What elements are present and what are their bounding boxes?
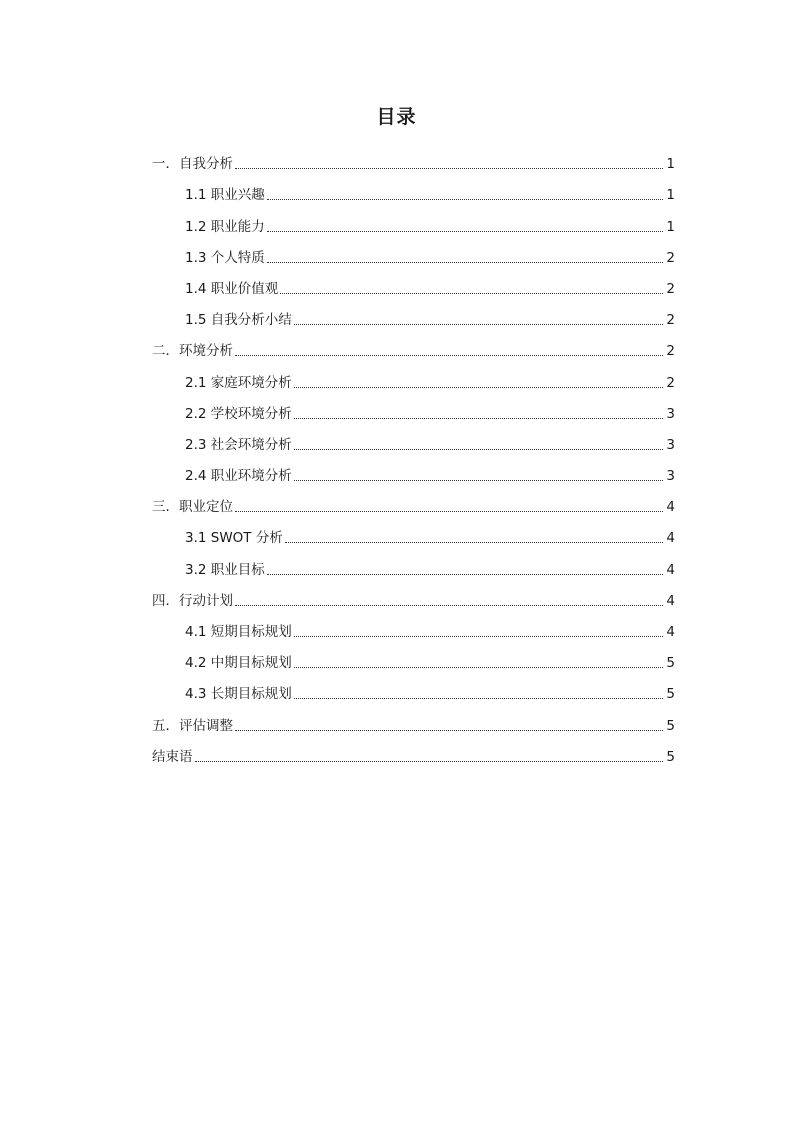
- toc-entry-text: 2.3 社会环境分析: [185, 436, 292, 453]
- toc-dot-leader: [267, 574, 664, 575]
- toc-entry-page-number: 5: [666, 686, 675, 703]
- toc-entry-text: 四．行动计划: [152, 592, 233, 609]
- toc-entry-page-number: 2: [666, 374, 675, 391]
- toc-title: 目录: [376, 106, 417, 128]
- toc-entry-text: 一．自我分析: [152, 156, 233, 173]
- toc-dot-leader: [280, 293, 663, 294]
- toc-entry-page-number: 4: [666, 624, 675, 640]
- toc-entry-page-number: 2: [666, 312, 675, 329]
- toc-entry-text: 1.2 职业能力: [185, 218, 265, 235]
- toc-entry-text: 4.3 长期目标规划: [185, 686, 292, 703]
- toc-entry[interactable]: [152, 455, 675, 486]
- toc-dot-leader: [235, 730, 663, 731]
- toc-entry-text: 1.4 职业价值观: [185, 280, 279, 297]
- toc-entry-text: 3.2 职业目标: [185, 561, 265, 578]
- toc-entry[interactable]: [152, 330, 675, 361]
- toc-entry-page-number: 4: [666, 561, 675, 578]
- toc-entry[interactable]: [152, 548, 675, 579]
- toc-entry-page-number: 2: [666, 249, 675, 266]
- toc-list: [152, 143, 675, 767]
- toc-entry[interactable]: [152, 361, 675, 392]
- toc-entry[interactable]: [152, 237, 675, 268]
- toc-dot-leader: [267, 262, 664, 263]
- toc-entry[interactable]: [152, 580, 675, 611]
- toc-entry[interactable]: [152, 486, 675, 517]
- toc-entry-text: 2.2 学校环境分析: [185, 405, 292, 422]
- toc-dot-leader: [294, 480, 664, 481]
- toc-dot-leader: [294, 636, 664, 637]
- toc-entry-page-number: 2: [666, 343, 675, 360]
- toc-entry[interactable]: [152, 704, 675, 735]
- toc-entry[interactable]: [152, 205, 675, 236]
- toc-dot-leader: [195, 761, 664, 762]
- toc-entry-page-number: 3: [666, 468, 675, 485]
- toc-entry-text: 4.1 短期目标规划: [185, 624, 292, 640]
- toc-dot-leader: [294, 387, 664, 388]
- toc-dot-leader: [235, 168, 663, 169]
- toc-entry-page-number: 1: [666, 156, 675, 173]
- toc-entry[interactable]: [152, 393, 675, 424]
- toc-entry-text: 1.1 职业兴趣: [185, 187, 265, 204]
- toc-entry-text: 3.1 SWOT 分析: [185, 530, 283, 547]
- toc-entry[interactable]: [152, 299, 675, 330]
- toc-entry-page-number: 4: [666, 530, 675, 547]
- toc-entry-text: 五．评估调整: [152, 717, 233, 734]
- toc-entry-page-number: 5: [666, 655, 675, 672]
- toc-entry[interactable]: [152, 174, 675, 205]
- toc-entry-text: 二．环境分析: [152, 343, 233, 360]
- toc-dot-leader: [285, 542, 664, 543]
- toc-entry-text: 1.3 个人特质: [185, 249, 265, 266]
- toc-entry-page-number: 3: [666, 436, 675, 453]
- toc-entry[interactable]: [152, 673, 675, 704]
- toc-entry-text: 1.5 自我分析小结: [185, 312, 292, 329]
- toc-entry-page-number: 3: [666, 405, 675, 422]
- toc-dot-leader: [294, 667, 664, 668]
- toc-dot-leader: [294, 324, 664, 325]
- toc-entry[interactable]: [152, 736, 675, 767]
- toc-entry-page-number: 5: [666, 717, 675, 734]
- toc-entry-page-number: 1: [666, 187, 675, 204]
- toc-entry-page-number: 4: [666, 592, 675, 609]
- toc-entry-text: 三．职业定位: [152, 499, 233, 516]
- toc-dot-leader: [294, 418, 664, 419]
- toc-dot-leader: [267, 231, 664, 232]
- toc-entry-text: 2.1 家庭环境分析: [185, 374, 292, 391]
- toc-entry-text: 2.4 职业环境分析: [185, 468, 292, 485]
- toc-dot-leader: [267, 199, 664, 200]
- toc-entry-page-number: 2: [666, 280, 675, 297]
- toc-dot-leader: [235, 605, 663, 606]
- toc-entry[interactable]: [152, 268, 675, 299]
- toc-entry-page-number: 1: [666, 218, 675, 235]
- toc-dot-leader: [235, 355, 663, 356]
- toc-entry[interactable]: [152, 611, 675, 642]
- toc-entry-text: 结束语: [152, 748, 193, 765]
- toc-entry[interactable]: [152, 424, 675, 455]
- toc-entry[interactable]: [152, 517, 675, 548]
- toc-dot-leader: [294, 698, 664, 699]
- toc-entry[interactable]: [152, 642, 675, 673]
- toc-dot-leader: [294, 449, 664, 450]
- toc-entry[interactable]: [152, 143, 675, 174]
- toc-entry-text: 4.2 中期目标规划: [185, 655, 292, 672]
- toc-entry-page-number: 4: [666, 499, 675, 516]
- toc-dot-leader: [235, 511, 663, 512]
- toc-entry-page-number: 5: [666, 748, 675, 765]
